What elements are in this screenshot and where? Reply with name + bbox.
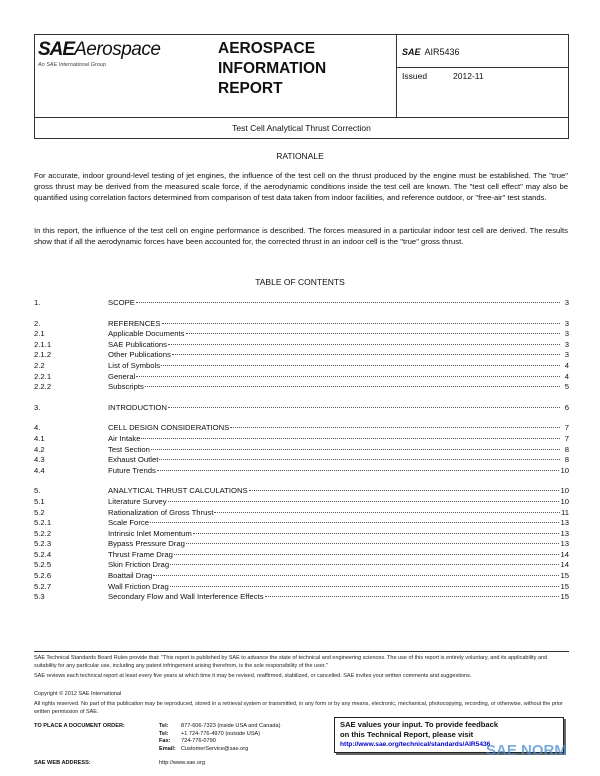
toc-number: 5.2.4 — [34, 549, 52, 559]
issued-date: 2012-11 — [453, 71, 484, 81]
logo-sae: SAE — [38, 39, 75, 60]
rationale-heading: RATIONALE — [276, 151, 324, 161]
toc-leader — [170, 564, 559, 565]
toc-page: 8 — [564, 444, 569, 454]
toc-title: ANALYTICAL THRUST CALCULATIONS — [108, 486, 248, 496]
order-label: TO PLACE A DOCUMENT ORDER: — [34, 723, 125, 729]
toc-page: 15 — [560, 592, 569, 602]
rationale-paragraph: For accurate, indoor ground-level testing of jet engines, the influence of the test cell on the thrust produced by the engine must be established. The "true" gross thrust may be derived from the measured scale force, if the aerodynamic conditions inside the test cell are known. The "test cell effect" may also be quantified using correlation factors determined from comparison of test data taken from indoor facilities, and reference outdoor, or "free-air" test stands. — [34, 171, 568, 203]
toc-entry[interactable] — [34, 350, 569, 361]
contact-value: CustomerService@sae.org — [181, 745, 249, 752]
footer-divider — [34, 651, 569, 652]
toc-leader — [168, 407, 560, 408]
toc-leader — [168, 344, 560, 345]
table-of-contents — [34, 298, 569, 603]
toc-number: 2. — [34, 318, 41, 328]
toc-page: 3 — [564, 339, 569, 349]
toc-number: 5.1 — [34, 496, 45, 506]
toc-title: Intrinsic Inlet Momentum — [108, 528, 192, 538]
sae-aerospace-logo — [38, 39, 218, 68]
toc-title: Bypass Pressure Drag — [108, 539, 185, 549]
toc-number: 4. — [34, 423, 41, 433]
rationale-paragraph: In this report, the influence of the test cell on engine performance is described. The forces measured in a particular indoor test cell are derived. The results show that if all the aerodynamic forces have been accounted for, the corrected thrust in an indoor cell is the "true" gross thrust. — [34, 226, 568, 247]
toc-page: 13 — [560, 518, 569, 528]
toc-number: 2.1.2 — [34, 350, 52, 360]
toc-leader — [136, 302, 560, 303]
toc-number: 4.2 — [34, 444, 45, 454]
toc-leader — [161, 365, 560, 366]
toc-page: 4 — [564, 371, 569, 381]
toc-title: Scale Force — [108, 518, 150, 528]
toc-title: Rationalization of Gross Thrust — [108, 507, 214, 517]
contact-label: Tel: — [159, 723, 169, 729]
contact-value: 724-776-0790 — [181, 738, 216, 744]
title-line: INFORMATION — [218, 60, 327, 77]
watermark-logo: SAE NORM — [486, 742, 567, 759]
contact-line — [159, 723, 281, 731]
toc-entry[interactable] — [34, 423, 569, 434]
toc-title: Other Publications — [108, 350, 171, 360]
footer-review-text: SAE reviews each technical report at least every five years at which time it may be revised, reaffirmed, stabilized, or cancelled. SAE invites your written comments and suggestions. — [34, 673, 472, 679]
toc-title: Air Intake — [108, 433, 141, 443]
toc-number: 2.1 — [34, 329, 45, 339]
web-address-label: SAE WEB ADDRESS: — [34, 760, 91, 766]
toc-leader — [172, 354, 560, 355]
toc-entry[interactable] — [34, 550, 569, 561]
toc-entry[interactable] — [34, 382, 569, 393]
toc-entry[interactable] — [34, 508, 569, 519]
footer-rights-text: All rights reserved. No part of this publication may be reproduced, stored in a retrieval system or transmitted, in any form or by any means, electronic, mechanical, photocopying, recording, or otherwise, without the prior written permission of SAE. — [34, 701, 563, 715]
toc-number: 4.3 — [34, 455, 45, 465]
toc-leader — [136, 376, 560, 377]
toc-page: 14 — [560, 549, 569, 559]
toc-leader — [193, 533, 560, 534]
toc-leader — [214, 512, 560, 513]
toc-number: 2.2.2 — [34, 382, 52, 392]
toc-entry[interactable] — [34, 560, 569, 571]
web-address-link[interactable]: http://www.sae.org — [159, 760, 206, 766]
toc-number: 4.1 — [34, 433, 45, 443]
toc-leader — [151, 449, 560, 450]
toc-page: 10 — [560, 496, 569, 506]
contact-value: +1 724-776-4970 (outside USA) — [181, 730, 261, 737]
toc-title: Secondary Flow and Wall Interference Effects — [108, 592, 264, 602]
report-type-title — [218, 39, 326, 99]
toc-number: 3. — [34, 402, 41, 412]
toc-number: 5.2.7 — [34, 581, 52, 591]
feedback-link[interactable]: http://www.sae.org/technical/standards/AIR5436 — [340, 741, 491, 748]
toc-page: 3 — [564, 350, 569, 360]
sae-mark: SAE — [402, 47, 421, 57]
contact-line — [159, 731, 281, 739]
toc-page: 3 — [564, 318, 569, 328]
toc-page: 10 — [560, 486, 569, 496]
toc-entry[interactable] — [34, 298, 569, 309]
toc-title: Exhaust Outlet — [108, 455, 159, 465]
toc-title: General — [108, 371, 136, 381]
toc-number: 5.2.5 — [34, 560, 52, 570]
document-header — [34, 34, 569, 139]
toc-title: Literature Survey — [108, 496, 167, 506]
toc-title: Applicable Documents — [108, 329, 185, 339]
contact-line — [159, 746, 281, 754]
toc-title: Future Trends — [108, 465, 156, 475]
logo-subtitle: An SAE International Group — [38, 62, 106, 68]
toc-title: Test Section — [108, 444, 150, 454]
toc-title: SAE Publications — [108, 339, 167, 349]
toc-title: Boattail Drag — [108, 571, 153, 581]
toc-heading: TABLE OF CONTENTS — [255, 277, 345, 287]
toc-entry[interactable] — [34, 340, 569, 351]
contact-label: Tel: — [159, 730, 169, 737]
toc-number: 5.2.2 — [34, 528, 52, 538]
toc-title: List of Symbols — [108, 360, 161, 370]
toc-title: SCOPE — [108, 298, 135, 307]
document-title: Test Cell Analytical Thrust Correction — [232, 123, 371, 133]
title-line: AEROSPACE — [218, 40, 316, 57]
toc-entry[interactable] — [34, 445, 569, 456]
toc-leader — [145, 386, 560, 387]
toc-entry[interactable] — [34, 592, 569, 603]
toc-leader — [186, 543, 560, 544]
toc-page: 14 — [560, 560, 569, 570]
document-number: AIR5436 — [424, 47, 460, 57]
toc-leader — [265, 596, 560, 597]
issued-label: Issued — [402, 71, 428, 81]
toc-entry[interactable] — [34, 434, 569, 445]
toc-number: 2.2.1 — [34, 371, 52, 381]
toc-entry[interactable] — [34, 497, 569, 508]
toc-title: REFERENCES — [108, 318, 161, 328]
toc-title: Wall Friction Drag — [108, 581, 169, 591]
toc-leader — [186, 333, 561, 334]
toc-entry[interactable] — [34, 486, 569, 497]
toc-leader — [150, 522, 559, 523]
toc-page: 5 — [564, 382, 569, 392]
toc-leader — [141, 438, 560, 439]
toc-entry[interactable] — [34, 539, 569, 550]
toc-number: 4.4 — [34, 465, 45, 475]
toc-leader — [157, 470, 560, 471]
toc-entry[interactable] — [34, 518, 569, 529]
order-contacts — [159, 723, 281, 753]
feedback-text: SAE values your input. To provide feedback — [340, 720, 499, 729]
toc-entry[interactable] — [34, 466, 569, 477]
contact-label: Email: — [159, 745, 176, 752]
toc-page: 13 — [560, 528, 569, 538]
toc-number: 5.3 — [34, 592, 45, 602]
toc-entry[interactable] — [34, 455, 569, 466]
toc-number: 5.2.3 — [34, 539, 52, 549]
toc-page: 3 — [564, 329, 569, 339]
toc-number: 2.2 — [34, 360, 45, 370]
toc-number: 1. — [34, 298, 41, 307]
toc-leader — [168, 501, 560, 502]
toc-page: 7 — [564, 433, 569, 443]
toc-page: 15 — [560, 581, 569, 591]
logo-aerospace: Aerospace — [74, 39, 161, 60]
toc-leader — [162, 323, 560, 324]
toc-page: 15 — [560, 571, 569, 581]
toc-leader — [249, 490, 560, 491]
toc-number: 2.1.1 — [34, 339, 52, 349]
toc-title: Skin Friction Drag — [108, 560, 170, 570]
toc-page: 4 — [564, 360, 569, 370]
toc-title: Subscripts — [108, 382, 144, 392]
toc-number: 5. — [34, 486, 41, 496]
toc-leader — [159, 459, 560, 460]
toc-entry[interactable] — [34, 529, 569, 540]
contact-label: Fax: — [159, 738, 171, 744]
toc-number: 5.2.1 — [34, 518, 52, 528]
feedback-text: on this Technical Report, please visit — [340, 729, 474, 739]
toc-entry[interactable] — [34, 319, 569, 330]
toc-page: 11 — [561, 507, 569, 517]
toc-number: 5.2 — [34, 507, 45, 517]
toc-number: 5.2.6 — [34, 571, 52, 581]
footer-copyright: Copyright © 2012 SAE International — [34, 691, 122, 697]
toc-page: 10 — [560, 465, 569, 475]
contact-line — [159, 738, 281, 746]
toc-entry[interactable] — [34, 361, 569, 372]
contact-value: 877-606-7323 (inside USA and Canada) — [181, 723, 281, 729]
toc-page: 3 — [564, 298, 569, 307]
toc-entry[interactable] — [34, 403, 569, 414]
toc-entry[interactable] — [34, 329, 569, 340]
toc-title: CELL DESIGN CONSIDERATIONS — [108, 423, 230, 433]
toc-entry[interactable] — [34, 372, 569, 383]
toc-leader — [153, 575, 559, 576]
toc-leader — [174, 554, 560, 555]
toc-leader — [230, 427, 560, 428]
title-line: REPORT — [218, 80, 283, 97]
toc-page: 8 — [564, 455, 569, 465]
toc-entry[interactable] — [34, 571, 569, 582]
toc-page: 13 — [560, 539, 569, 549]
footer-rules-text: SAE Technical Standards Board Rules provide that: "This report is published by SAE to advance the state of technical and engineering sciences. The use of this report is entirely voluntary, and its applicability and suitability for any particular use, including any patent infringement arising therefrom, is the sole responsibility of the user." — [34, 655, 548, 669]
toc-title: INTRODUCTION — [108, 402, 167, 412]
toc-title: Thrust Frame Drag — [108, 549, 173, 559]
toc-page: 7 — [564, 423, 569, 433]
toc-page: 6 — [564, 402, 569, 412]
toc-entry[interactable] — [34, 582, 569, 593]
toc-leader — [170, 586, 560, 587]
